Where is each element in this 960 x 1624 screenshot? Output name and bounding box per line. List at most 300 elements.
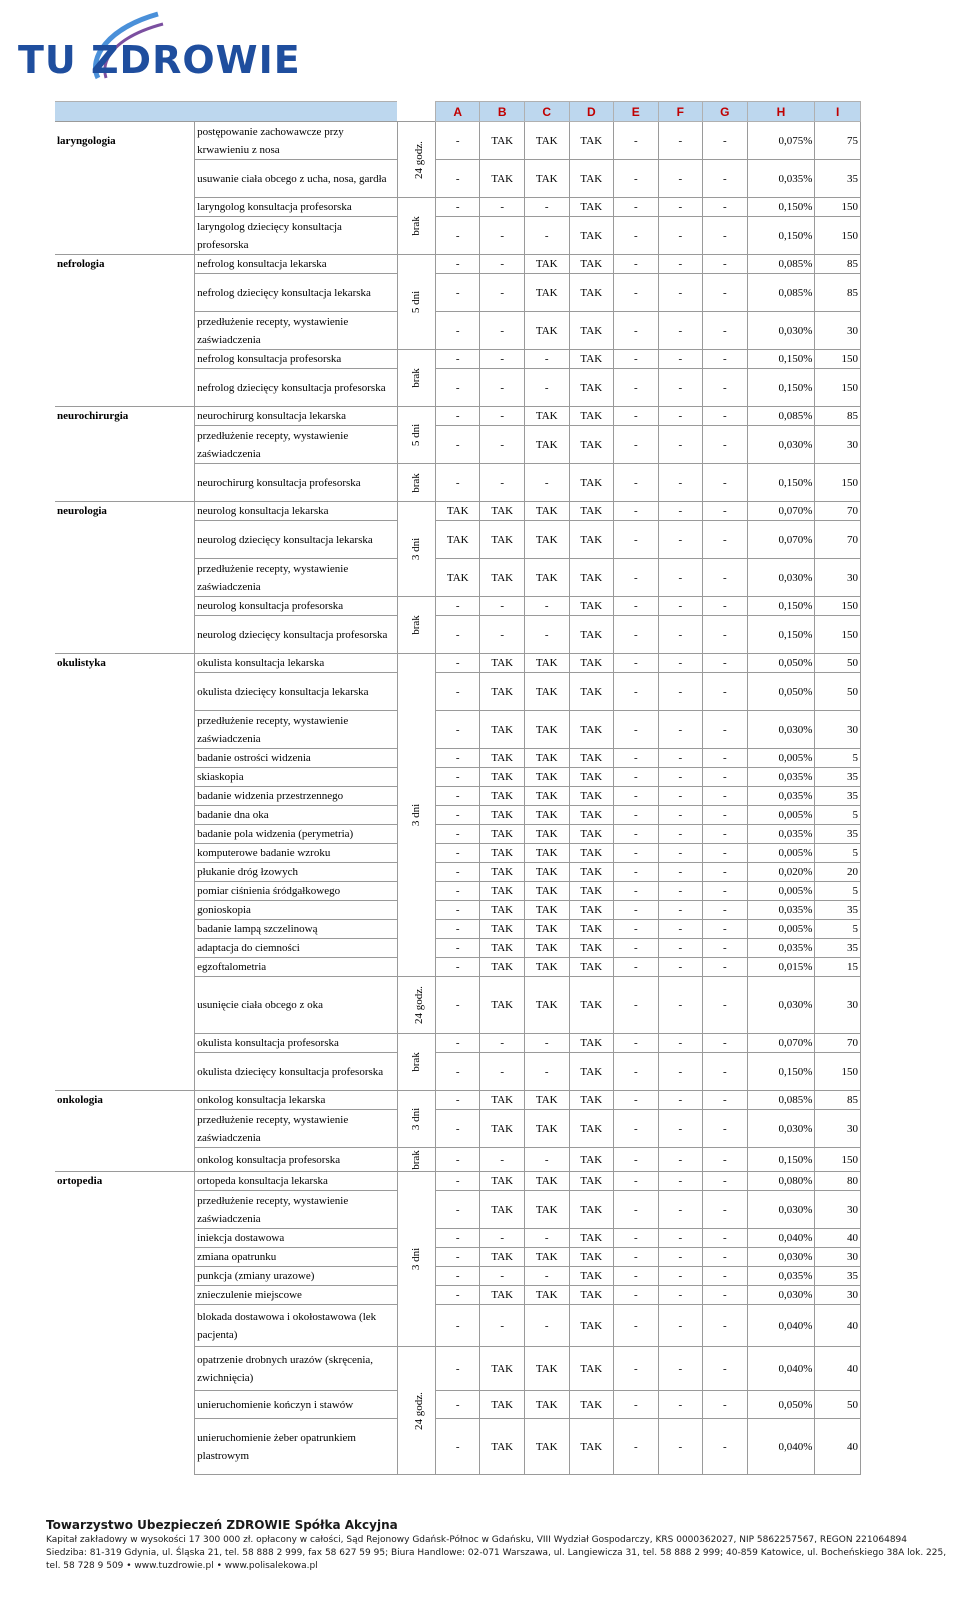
value-cell: - — [614, 863, 659, 882]
value-cell: - — [703, 844, 748, 863]
percent-cell: 0,030% — [747, 559, 815, 597]
value-cell: - — [703, 1347, 748, 1391]
logo-text: TU ZDROWIE — [18, 38, 301, 82]
value-cell: - — [658, 1191, 703, 1229]
value-cell: - — [480, 1267, 525, 1286]
value-cell: - — [703, 958, 748, 977]
value-cell: - — [525, 464, 570, 502]
table-row — [55, 844, 861, 863]
term-label: 3 dni — [410, 803, 423, 827]
value-cell: - — [658, 521, 703, 559]
value-cell: - — [525, 616, 570, 654]
amount-cell: 35 — [815, 1267, 861, 1286]
value-cell: - — [435, 350, 480, 369]
amount-cell: 40 — [815, 1347, 861, 1391]
value-cell: TAK — [569, 369, 614, 407]
value-cell: TAK — [480, 1191, 525, 1229]
table-row — [55, 1419, 861, 1475]
amount-cell: 150 — [815, 464, 861, 502]
table-row — [55, 369, 861, 407]
value-cell: - — [658, 1110, 703, 1148]
value-cell: - — [703, 1091, 748, 1110]
value-cell: - — [435, 768, 480, 787]
value-cell: - — [703, 1286, 748, 1305]
amount-cell: 35 — [815, 787, 861, 806]
specialty-cell — [55, 863, 195, 882]
value-cell: TAK — [525, 407, 570, 426]
term-cell — [397, 1347, 435, 1475]
value-cell: TAK — [569, 958, 614, 977]
value-cell: TAK — [480, 1248, 525, 1267]
value-cell: - — [658, 1091, 703, 1110]
percent-cell: 0,005% — [747, 844, 815, 863]
table-row — [55, 198, 861, 217]
amount-cell: 80 — [815, 1172, 861, 1191]
value-cell: TAK — [525, 1347, 570, 1391]
term-label: 24 godz. — [412, 986, 425, 1024]
table-row — [55, 882, 861, 901]
service-name: adaptacja do ciemności — [195, 939, 397, 958]
value-cell: - — [703, 825, 748, 844]
value-cell: - — [525, 1148, 570, 1172]
specialty-cell — [55, 559, 195, 597]
table-row — [55, 1053, 861, 1091]
table-row — [55, 217, 861, 255]
value-cell: TAK — [569, 122, 614, 160]
value-cell: - — [703, 1053, 748, 1091]
value-cell: TAK — [525, 521, 570, 559]
value-cell: - — [614, 654, 659, 673]
value-cell: TAK — [480, 977, 525, 1034]
header-blank-specialty — [55, 102, 195, 122]
value-cell: - — [703, 711, 748, 749]
value-cell: TAK — [480, 939, 525, 958]
value-cell: TAK — [480, 844, 525, 863]
specialty-cell — [55, 616, 195, 654]
value-cell: - — [703, 160, 748, 198]
value-cell: - — [658, 1229, 703, 1248]
value-cell: - — [614, 1391, 659, 1419]
specialty-cell — [55, 844, 195, 863]
amount-cell: 5 — [815, 920, 861, 939]
value-cell: - — [614, 1267, 659, 1286]
value-cell: - — [614, 1419, 659, 1475]
table-row — [55, 825, 861, 844]
value-cell: - — [614, 1347, 659, 1391]
column-header: G — [703, 102, 748, 122]
specialty-cell — [55, 1267, 195, 1286]
value-cell: - — [658, 882, 703, 901]
value-cell: TAK — [480, 806, 525, 825]
specialty-cell — [55, 1347, 195, 1391]
value-cell: - — [435, 806, 480, 825]
amount-cell: 35 — [815, 160, 861, 198]
value-cell: - — [658, 787, 703, 806]
value-cell: - — [435, 616, 480, 654]
table-row — [55, 787, 861, 806]
value-cell: - — [703, 122, 748, 160]
value-cell: - — [435, 1110, 480, 1148]
service-name: nefrolog dziecięcy konsultacja profesorska — [195, 369, 397, 407]
table-row — [55, 1191, 861, 1229]
specialty-cell — [55, 1248, 195, 1267]
value-cell: - — [614, 255, 659, 274]
value-cell: - — [703, 502, 748, 521]
percent-cell: 0,030% — [747, 1110, 815, 1148]
value-cell: TAK — [480, 901, 525, 920]
term-cell — [397, 198, 435, 255]
specialty-cell — [55, 1391, 195, 1419]
footer-company-name: Towarzystwo Ubezpieczeń ZDROWIE Spółka Akcyjna — [46, 1518, 398, 1532]
table-row — [55, 768, 861, 787]
value-cell: TAK — [569, 1191, 614, 1229]
percent-cell: 0,050% — [747, 1391, 815, 1419]
value-cell: - — [703, 426, 748, 464]
value-cell: TAK — [569, 882, 614, 901]
footer-addresses: Siedziba: 81-319 Gdynia, ul. Śląska 21, tel. 58 888 2 999, fax 58 627 59 95; Biura Handlowe: 02-071 Warszawa, ul. Langiewicza 31, tel. 58 888 2 999; 40-859 Katowice, ul. Bocheńskiego 38A lok. 225, — [46, 1548, 947, 1558]
amount-cell: 50 — [815, 673, 861, 711]
percent-cell: 0,080% — [747, 1172, 815, 1191]
value-cell: - — [658, 825, 703, 844]
value-cell: - — [614, 1172, 659, 1191]
service-name: komputerowe badanie wzroku — [195, 844, 397, 863]
value-cell: - — [703, 1391, 748, 1419]
value-cell: - — [614, 844, 659, 863]
percent-cell: 0,070% — [747, 1034, 815, 1053]
value-cell: TAK — [569, 1229, 614, 1248]
specialty-cell — [55, 673, 195, 711]
term-label: 3 dni — [410, 1247, 423, 1271]
value-cell: TAK — [480, 1110, 525, 1148]
specialty-cell — [55, 977, 195, 1034]
service-name: badanie dna oka — [195, 806, 397, 825]
value-cell: - — [614, 1286, 659, 1305]
value-cell: - — [525, 1267, 570, 1286]
value-cell: - — [480, 1305, 525, 1347]
value-cell: - — [614, 160, 659, 198]
specialty-cell — [55, 521, 195, 559]
percent-cell: 0,005% — [747, 920, 815, 939]
value-cell: - — [658, 559, 703, 597]
value-cell: TAK — [569, 1053, 614, 1091]
service-name: egzoftalometria — [195, 958, 397, 977]
service-name: gonioskopia — [195, 901, 397, 920]
value-cell: TAK — [480, 711, 525, 749]
value-cell: - — [480, 407, 525, 426]
service-name: nefrolog konsultacja lekarska — [195, 255, 397, 274]
service-name: okulista konsultacja lekarska — [195, 654, 397, 673]
term-cell — [397, 464, 435, 502]
value-cell: - — [658, 749, 703, 768]
table-row — [55, 1286, 861, 1305]
value-cell: TAK — [480, 673, 525, 711]
value-cell: - — [658, 160, 703, 198]
amount-cell: 150 — [815, 369, 861, 407]
value-cell: - — [703, 350, 748, 369]
service-name: okulista konsultacja profesorska — [195, 1034, 397, 1053]
value-cell: TAK — [435, 521, 480, 559]
amount-cell: 35 — [815, 939, 861, 958]
value-cell: - — [525, 217, 570, 255]
value-cell: TAK — [525, 882, 570, 901]
value-cell: - — [614, 350, 659, 369]
value-cell: - — [658, 502, 703, 521]
specialty-cell: laryngologia — [55, 122, 195, 160]
service-name: badanie lampą szczelinową — [195, 920, 397, 939]
service-name: przedłużenie recepty, wystawienie zaświadczenia — [195, 312, 397, 350]
value-cell: - — [614, 673, 659, 711]
value-cell: - — [525, 369, 570, 407]
value-cell: - — [703, 1419, 748, 1475]
term-cell — [397, 350, 435, 407]
table-row — [55, 1172, 861, 1191]
value-cell: - — [614, 711, 659, 749]
table-row — [55, 1347, 861, 1391]
footer-contact: tel. 58 728 9 509 • www.tuzdrowie.pl • www.polisalekowa.pl — [46, 1561, 318, 1571]
value-cell: TAK — [480, 1286, 525, 1305]
value-cell: - — [435, 1229, 480, 1248]
amount-cell: 30 — [815, 977, 861, 1034]
value-cell: - — [614, 502, 659, 521]
value-cell: - — [614, 768, 659, 787]
service-name: neurolog dziecięcy konsultacja profesorska — [195, 616, 397, 654]
value-cell: - — [703, 1034, 748, 1053]
value-cell: TAK — [525, 787, 570, 806]
table-row — [55, 1229, 861, 1248]
specialty-cell — [55, 464, 195, 502]
percent-cell: 0,035% — [747, 787, 815, 806]
amount-cell: 35 — [815, 768, 861, 787]
percent-cell: 0,040% — [747, 1229, 815, 1248]
value-cell: - — [480, 198, 525, 217]
value-cell: - — [614, 825, 659, 844]
value-cell: - — [614, 882, 659, 901]
table-row — [55, 274, 861, 312]
term-label: 5 dni — [410, 423, 423, 447]
table-body — [55, 122, 861, 1475]
amount-cell: 70 — [815, 502, 861, 521]
value-cell: TAK — [569, 1034, 614, 1053]
value-cell: - — [614, 1053, 659, 1091]
value-cell: - — [525, 1053, 570, 1091]
service-name: płukanie dróg łzowych — [195, 863, 397, 882]
value-cell: - — [435, 1305, 480, 1347]
value-cell: - — [614, 787, 659, 806]
amount-cell: 85 — [815, 1091, 861, 1110]
specialty-cell — [55, 825, 195, 844]
specialty-cell: neurochirurgia — [55, 407, 195, 426]
term-label: 5 dni — [410, 290, 423, 314]
value-cell: - — [435, 1191, 480, 1229]
value-cell: TAK — [525, 1191, 570, 1229]
value-cell: - — [614, 1248, 659, 1267]
value-cell: - — [658, 958, 703, 977]
service-name: przedłużenie recepty, wystawienie zaświadczenia — [195, 426, 397, 464]
value-cell: TAK — [569, 806, 614, 825]
value-cell: TAK — [569, 1286, 614, 1305]
percent-cell: 0,050% — [747, 654, 815, 673]
table-row — [55, 597, 861, 616]
value-cell: - — [658, 1347, 703, 1391]
value-cell: - — [525, 1229, 570, 1248]
value-cell: - — [658, 350, 703, 369]
value-cell: - — [658, 711, 703, 749]
value-cell: - — [435, 1248, 480, 1267]
value-cell: TAK — [569, 274, 614, 312]
value-cell: - — [703, 749, 748, 768]
service-name: onkolog konsultacja profesorska — [195, 1148, 397, 1172]
value-cell: - — [614, 217, 659, 255]
table-row — [55, 122, 861, 160]
amount-cell: 85 — [815, 255, 861, 274]
specialty-cell — [55, 597, 195, 616]
service-name: badanie ostrości widzenia — [195, 749, 397, 768]
value-cell: - — [703, 559, 748, 597]
percent-cell: 0,040% — [747, 1305, 815, 1347]
value-cell: - — [480, 312, 525, 350]
value-cell: - — [703, 616, 748, 654]
value-cell: TAK — [569, 787, 614, 806]
service-name: nefrolog dziecięcy konsultacja lekarska — [195, 274, 397, 312]
service-name: przedłużenie recepty, wystawienie zaświadczenia — [195, 711, 397, 749]
value-cell: - — [435, 977, 480, 1034]
footer — [46, 1518, 946, 1573]
value-cell: TAK — [480, 1419, 525, 1475]
specialty-cell — [55, 768, 195, 787]
term-cell — [397, 1091, 435, 1148]
amount-cell: 5 — [815, 882, 861, 901]
column-header: I — [815, 102, 861, 122]
value-cell: TAK — [569, 217, 614, 255]
percent-cell: 0,030% — [747, 312, 815, 350]
term-label: brak — [410, 615, 423, 635]
service-name: iniekcja dostawowa — [195, 1229, 397, 1248]
amount-cell: 40 — [815, 1305, 861, 1347]
value-cell: TAK — [525, 768, 570, 787]
service-name: nefrolog konsultacja profesorska — [195, 350, 397, 369]
amount-cell: 150 — [815, 350, 861, 369]
value-cell: - — [525, 198, 570, 217]
value-cell: - — [435, 711, 480, 749]
value-cell: - — [435, 939, 480, 958]
table-row — [55, 654, 861, 673]
value-cell: TAK — [525, 1172, 570, 1191]
value-cell: - — [614, 597, 659, 616]
value-cell: - — [435, 369, 480, 407]
value-cell: - — [658, 654, 703, 673]
value-cell: TAK — [569, 768, 614, 787]
value-cell: TAK — [480, 122, 525, 160]
value-cell: - — [614, 1229, 659, 1248]
value-cell: TAK — [569, 502, 614, 521]
table-row — [55, 426, 861, 464]
value-cell: - — [703, 521, 748, 559]
value-cell: - — [525, 1305, 570, 1347]
value-cell: TAK — [569, 711, 614, 749]
value-cell: TAK — [525, 1110, 570, 1148]
table-row — [55, 160, 861, 198]
value-cell: TAK — [525, 1391, 570, 1419]
value-cell: - — [658, 673, 703, 711]
amount-cell: 30 — [815, 1110, 861, 1148]
value-cell: - — [703, 863, 748, 882]
amount-cell: 70 — [815, 1034, 861, 1053]
value-cell: - — [703, 274, 748, 312]
value-cell: - — [480, 616, 525, 654]
percent-cell: 0,035% — [747, 768, 815, 787]
percent-cell: 0,150% — [747, 198, 815, 217]
value-cell: TAK — [525, 1248, 570, 1267]
table-row — [55, 863, 861, 882]
value-cell: - — [480, 369, 525, 407]
term-cell — [397, 654, 435, 977]
specialty-cell — [55, 1229, 195, 1248]
column-header: A — [435, 102, 480, 122]
specialty-cell — [55, 1305, 195, 1347]
service-name: unieruchomienie kończyn i stawów — [195, 1391, 397, 1419]
specialty-cell — [55, 160, 195, 198]
specialty-cell — [55, 312, 195, 350]
value-cell: TAK — [525, 749, 570, 768]
value-cell: - — [480, 1053, 525, 1091]
value-cell: - — [614, 198, 659, 217]
value-cell: - — [614, 1191, 659, 1229]
percent-cell: 0,150% — [747, 464, 815, 502]
table-row — [55, 464, 861, 502]
value-cell: - — [435, 825, 480, 844]
value-cell: TAK — [569, 1391, 614, 1419]
value-cell: - — [435, 274, 480, 312]
value-cell: TAK — [480, 654, 525, 673]
value-cell: - — [703, 1305, 748, 1347]
value-cell: - — [435, 122, 480, 160]
table-row — [55, 1091, 861, 1110]
value-cell: TAK — [525, 844, 570, 863]
specialty-cell — [55, 1053, 195, 1091]
specialty-cell — [55, 806, 195, 825]
term-label: brak — [410, 1052, 423, 1072]
term-label: 24 godz. — [412, 1391, 425, 1430]
amount-cell: 5 — [815, 806, 861, 825]
value-cell: - — [614, 1091, 659, 1110]
amount-cell: 30 — [815, 1248, 861, 1267]
term-label: 3 dni — [410, 537, 423, 561]
table-row — [55, 312, 861, 350]
value-cell: - — [658, 464, 703, 502]
value-cell: TAK — [569, 749, 614, 768]
percent-cell: 0,030% — [747, 1191, 815, 1229]
value-cell: TAK — [480, 502, 525, 521]
value-cell: - — [614, 426, 659, 464]
service-name: neurochirurg konsultacja lekarska — [195, 407, 397, 426]
amount-cell: 30 — [815, 559, 861, 597]
percent-cell: 0,085% — [747, 274, 815, 312]
specialty-cell — [55, 958, 195, 977]
value-cell: - — [480, 350, 525, 369]
value-cell: - — [658, 426, 703, 464]
value-cell: - — [435, 882, 480, 901]
value-cell: - — [658, 1419, 703, 1475]
percent-cell: 0,030% — [747, 426, 815, 464]
value-cell: - — [658, 369, 703, 407]
value-cell: - — [435, 1286, 480, 1305]
value-cell: - — [614, 958, 659, 977]
value-cell: - — [480, 597, 525, 616]
value-cell: - — [658, 198, 703, 217]
table-row — [55, 673, 861, 711]
value-cell: - — [614, 559, 659, 597]
value-cell: TAK — [435, 502, 480, 521]
